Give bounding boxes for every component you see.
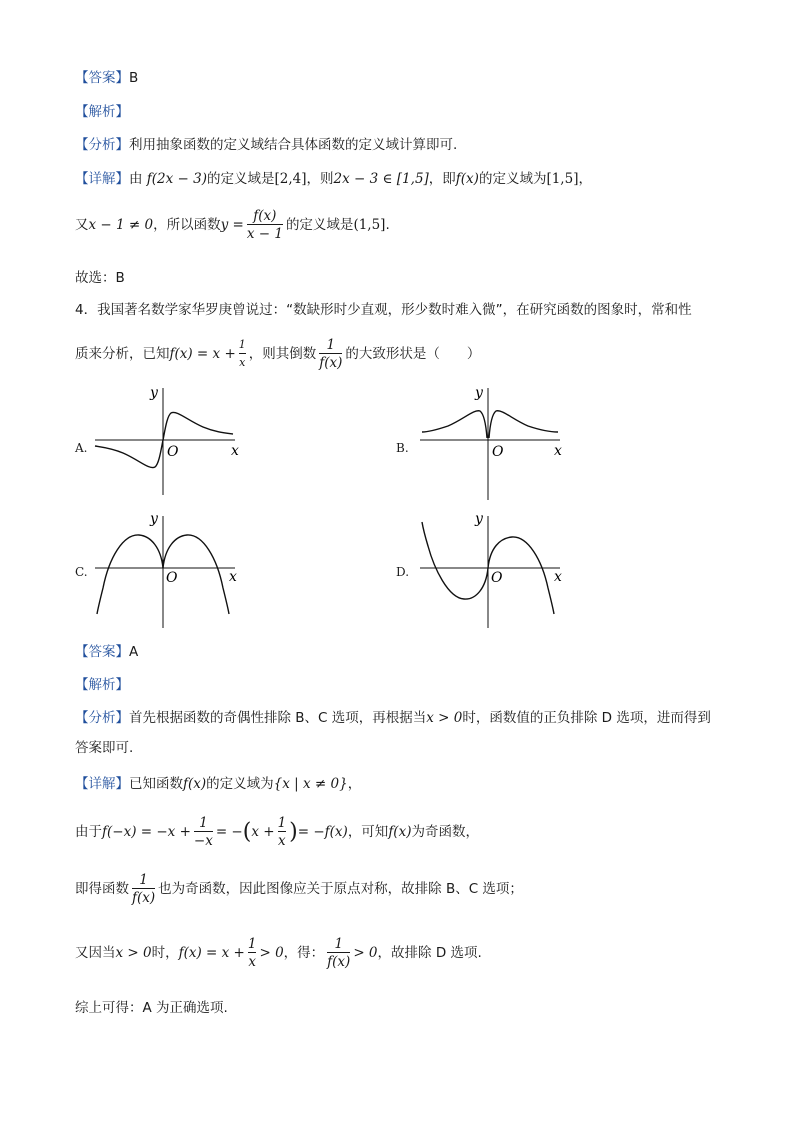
option-c-label: C. <box>75 565 88 579</box>
q4-detail-line-3 <box>75 872 523 906</box>
text: ， <box>578 171 592 187</box>
math-expr: x − 1 ≠ 0 <box>88 217 154 233</box>
numerator: 1 <box>238 338 246 351</box>
fraction <box>248 936 257 970</box>
denominator: f(x) <box>327 954 351 970</box>
origin-label: O <box>166 570 178 586</box>
numerator: 1 <box>277 815 287 831</box>
q3-answer-line <box>75 66 138 86</box>
detail-tag: 【详解】 <box>75 171 129 187</box>
fraction <box>247 208 283 242</box>
fenxi-text: 利用抽象函数的定义域结合具体函数的定义域计算即可. <box>129 137 458 153</box>
math-expr: {x | x ≠ 0} <box>273 776 348 792</box>
math-expr: 2x − 3 ∈ [1,5] <box>333 171 429 187</box>
q4-answer-line <box>75 640 138 660</box>
answer-tag: 【答案】 <box>75 644 129 660</box>
math-expr: f(−x) = −x + <box>102 824 191 840</box>
denominator: x − 1 <box>246 226 283 242</box>
text: ，所以函数 <box>153 217 221 233</box>
x-axis-label: x <box>229 569 237 585</box>
math-expr: = − <box>215 824 243 840</box>
fraction <box>319 337 342 371</box>
denominator: f(x) <box>319 355 343 371</box>
math-expr: > 0 <box>353 945 378 961</box>
math-expr: = −f(x) <box>297 824 348 840</box>
numerator: 1 <box>199 815 208 831</box>
text: 又 <box>75 217 89 233</box>
text: ，则其倒数 <box>248 346 317 362</box>
math-expr: f(x) <box>388 824 412 840</box>
math-expr: x > 0 <box>426 710 463 726</box>
fraction <box>239 337 246 371</box>
fraction <box>278 815 287 849</box>
math-expr: f(x) <box>455 171 479 187</box>
origin-label: O <box>491 570 503 586</box>
text: ，则 <box>306 171 334 187</box>
origin-label: O <box>492 444 504 460</box>
text: 即得函数 <box>75 881 129 897</box>
option-a-label: A. <box>75 441 88 455</box>
curve-left <box>95 440 163 468</box>
text: ，得： <box>283 945 325 961</box>
option-b-graph <box>420 380 570 500</box>
math-expr: f(x) = x + <box>169 346 236 362</box>
numerator: 1 <box>139 872 148 888</box>
q4-conclusion: 综上可得：A 为正确选项. <box>75 1000 228 1016</box>
text: 由于 <box>75 824 102 840</box>
text: ， <box>347 776 362 792</box>
curve-left <box>422 522 488 599</box>
y-axis-label: y <box>475 511 483 527</box>
paren-close: ) <box>289 819 298 845</box>
denominator: x <box>248 954 256 970</box>
math-expr: f(x) <box>183 776 207 792</box>
q4-stem-line-1: 4．我国著名数学家华罗庚曾说过：“数缺形时少直观，形少数时难入微”，在研究函数的图象时，常和性 <box>75 302 692 318</box>
q4-fenxi-line-2: 答案即可. <box>75 740 134 756</box>
paren-open: ( <box>242 819 252 845</box>
text: ，可知 <box>347 824 389 840</box>
math-interval: (1,5] <box>353 217 386 233</box>
text: 的大致形状是（ ） <box>345 346 481 362</box>
text: 已知函数 <box>129 776 183 792</box>
analysis-tag: 【解析】 <box>75 677 129 693</box>
text: 由 <box>129 171 143 187</box>
text: 的定义域是 <box>207 171 275 187</box>
fraction <box>132 872 155 906</box>
option-a-graph <box>95 380 245 500</box>
denominator: f(x) <box>132 890 156 906</box>
option-c-graph <box>95 508 245 628</box>
text: 为奇函数， <box>411 824 479 840</box>
curve-right <box>489 411 558 438</box>
q3-detail-line-2 <box>75 208 390 242</box>
graph-a-svg <box>95 380 245 500</box>
math-expr: x + <box>251 824 275 840</box>
text: ，即 <box>428 171 456 187</box>
q4-fenxi-line-1 <box>75 706 711 726</box>
q4-detail-line-4 <box>75 936 482 970</box>
option-d-label: D. <box>396 565 410 579</box>
fraction <box>327 936 350 970</box>
answer-value: B <box>129 70 139 86</box>
text: . <box>385 217 390 233</box>
x-axis-label: x <box>554 569 562 585</box>
text: 也为奇函数，因此图像应关于原点对称，故排除 B、C 选项； <box>158 881 523 897</box>
option-b-label: B. <box>396 441 409 455</box>
text: 的定义域为 <box>478 171 547 187</box>
math-expr: y = <box>220 217 244 233</box>
math-expr: x > 0 <box>115 945 152 961</box>
y-axis-label: y <box>475 385 483 401</box>
y-axis-label: y <box>150 385 158 401</box>
graph-b-svg <box>420 380 570 500</box>
text: ，故排除 D 选项. <box>377 945 482 961</box>
answer-value: A <box>129 644 139 660</box>
q3-choose: 故选：B <box>75 270 125 286</box>
math-expr: f(x) = x + <box>178 945 245 961</box>
text: 时，函数值的正负排除 D 选项，进而得到 <box>462 710 711 726</box>
q4-stem-line-2 <box>75 337 480 371</box>
denominator: −x <box>193 833 213 849</box>
text: 又因当 <box>75 945 116 961</box>
q3-fenxi-line <box>75 133 457 153</box>
numerator: 1 <box>247 936 257 952</box>
q4-detail-line-1 <box>75 772 361 792</box>
numerator: 1 <box>326 337 336 353</box>
text: 时， <box>151 945 179 961</box>
q3-detail-line-1 <box>75 167 592 187</box>
graph-d-svg <box>420 508 570 628</box>
denominator: x <box>278 833 286 849</box>
text: 的定义域为 <box>206 776 274 792</box>
x-axis-label: x <box>231 443 239 459</box>
fenxi-tag: 【分析】 <box>75 710 129 726</box>
math-expr: f(2x − 3) <box>146 171 208 187</box>
curve-left <box>422 411 487 438</box>
denominator: x <box>239 353 246 371</box>
detail-tag: 【详解】 <box>75 776 129 792</box>
answer-tag: 【答案】 <box>75 70 129 86</box>
text: 质来分析，已知 <box>75 346 170 362</box>
graph-c-svg <box>95 508 245 628</box>
math-interval: [2,4] <box>274 171 307 187</box>
q4-detail-line-2 <box>75 815 479 849</box>
fraction <box>194 815 213 849</box>
math-expr: > 0 <box>259 945 284 961</box>
numerator: 1 <box>334 936 344 952</box>
math-interval: [1,5] <box>546 171 579 187</box>
x-axis-label: x <box>554 443 562 459</box>
text: 的定义域是 <box>285 217 354 233</box>
text: 首先根据函数的奇偶性排除 B、C 选项，再根据当 <box>129 710 427 726</box>
curve-right <box>163 412 233 440</box>
option-d-graph <box>420 508 570 628</box>
fenxi-tag: 【分析】 <box>75 137 129 153</box>
curve-left <box>97 535 163 614</box>
origin-label: O <box>167 444 179 460</box>
numerator: f(x) <box>253 208 277 224</box>
analysis-tag: 【解析】 <box>75 104 129 120</box>
y-axis-label: y <box>150 511 158 527</box>
